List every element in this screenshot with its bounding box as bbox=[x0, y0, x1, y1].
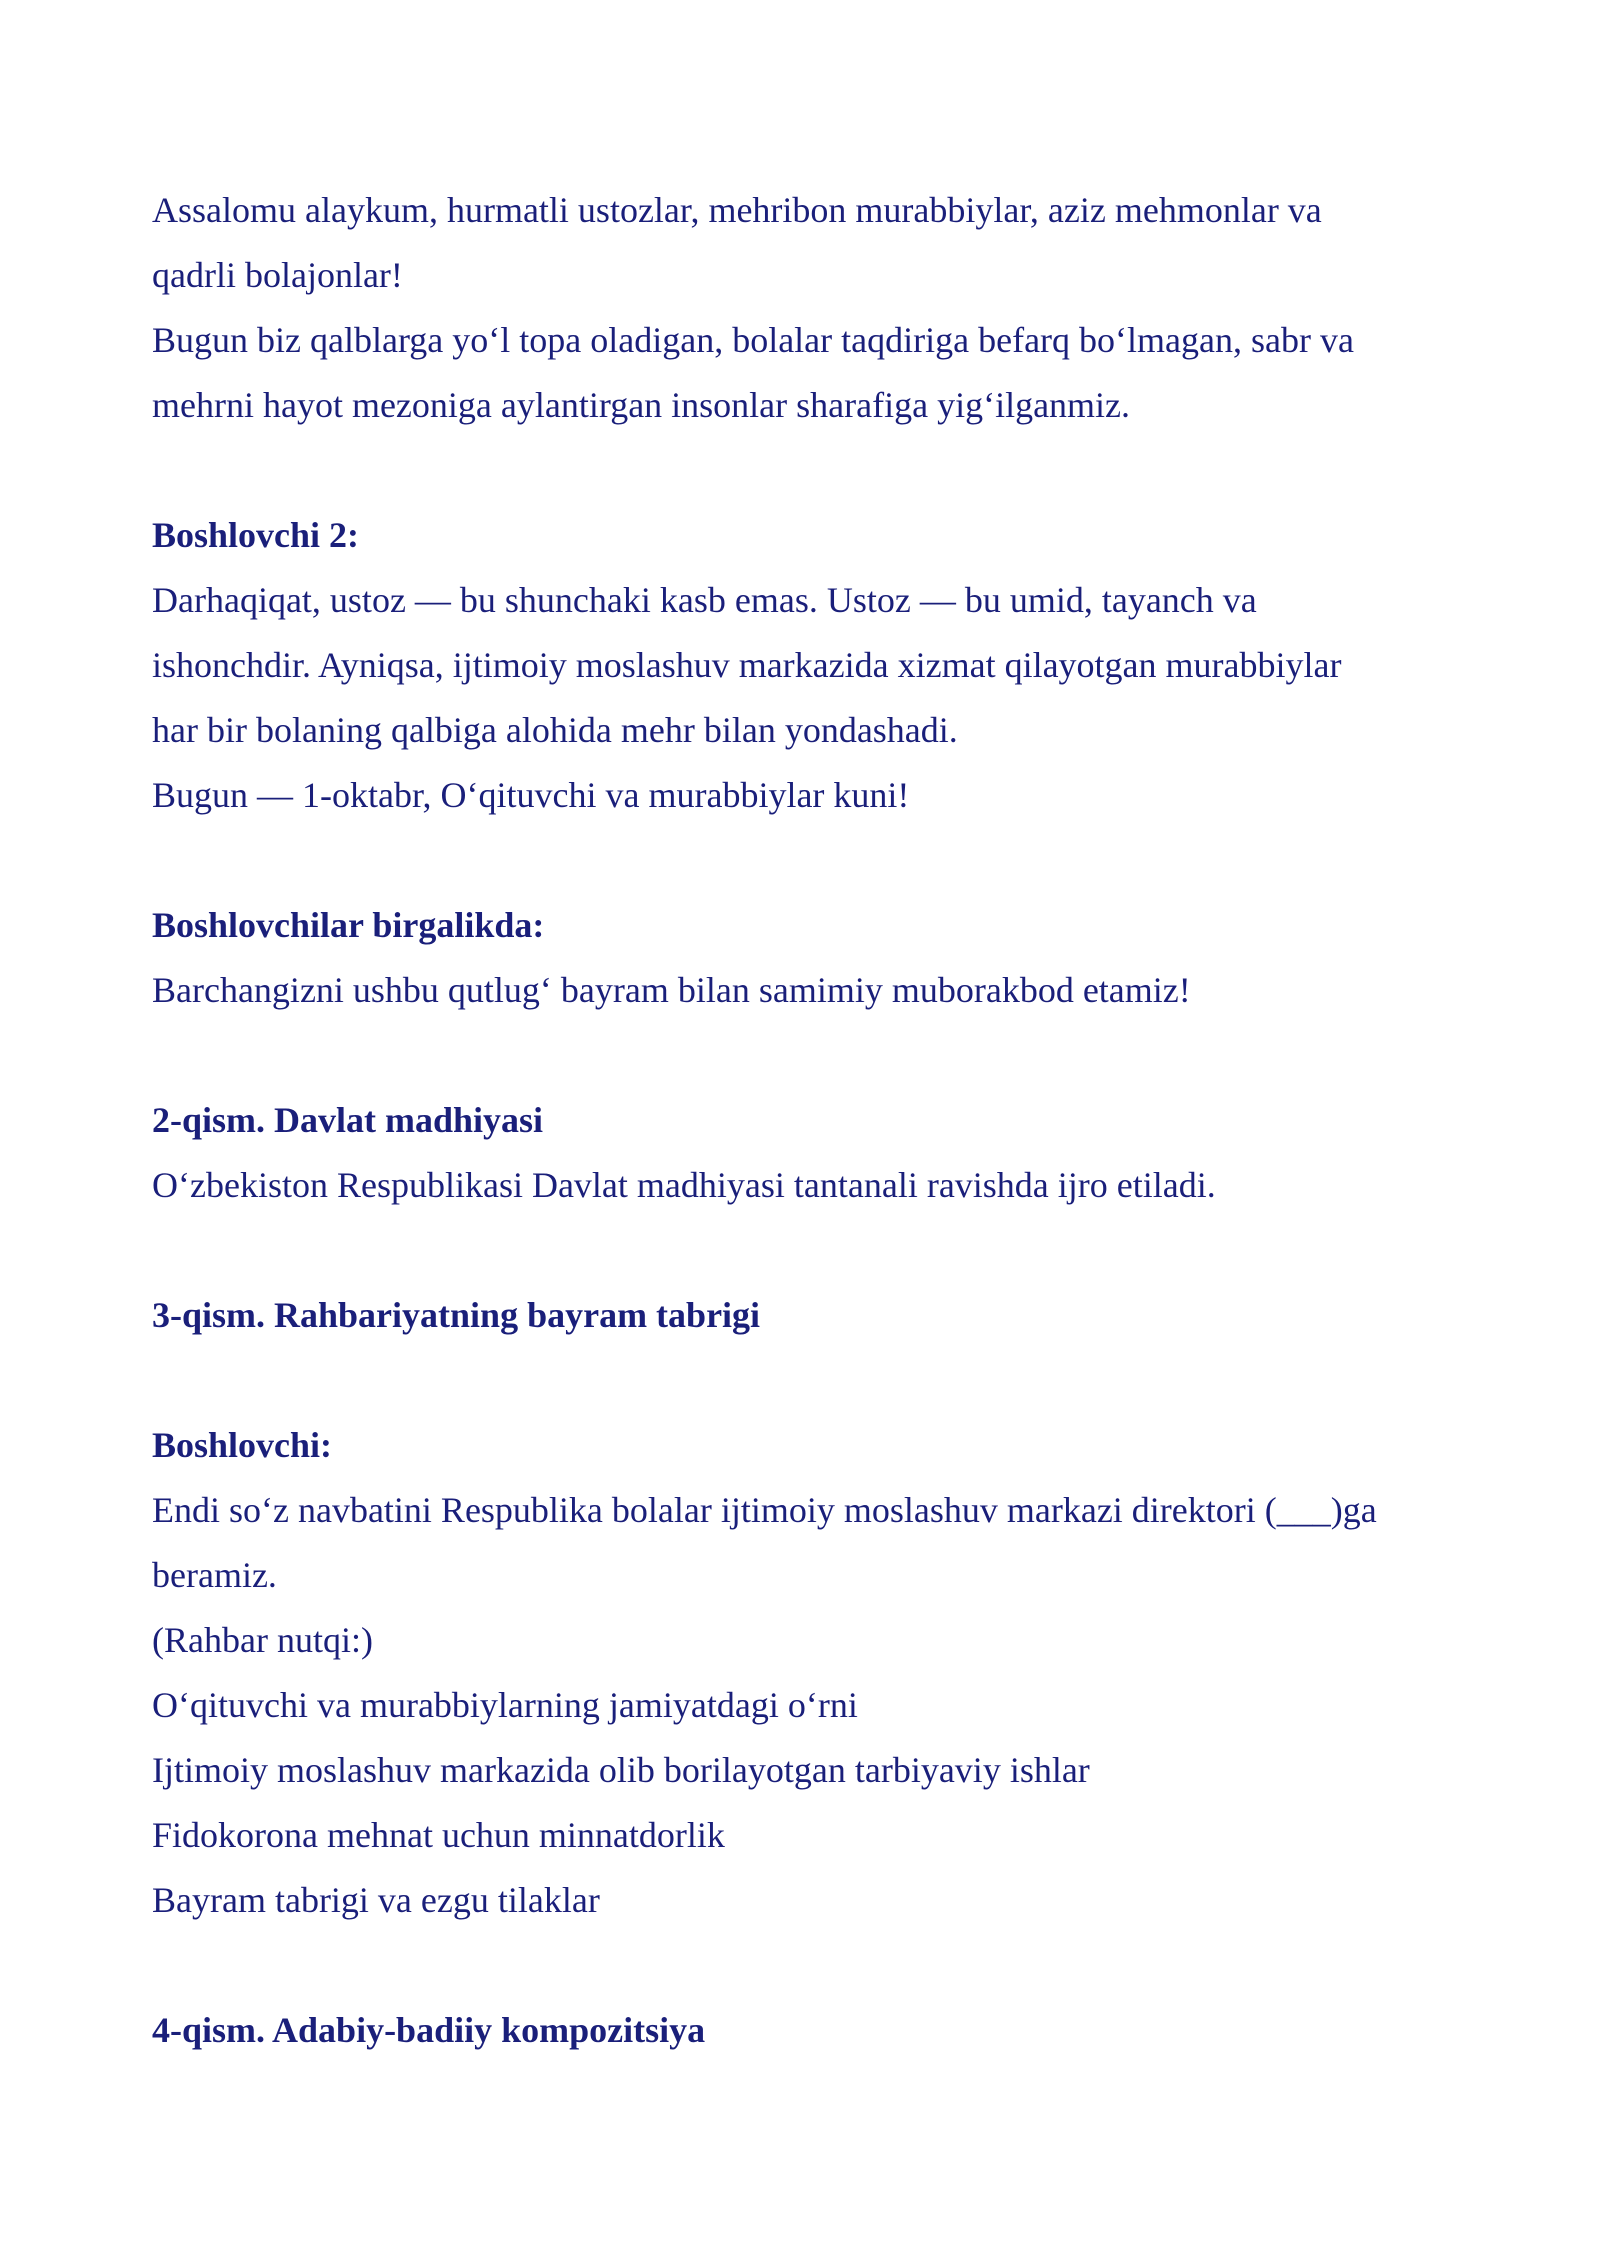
spacer bbox=[152, 1933, 1452, 1998]
spacer bbox=[152, 1348, 1452, 1413]
host-line-3: (Rahbar nutqi:) bbox=[152, 1620, 373, 1660]
intro-line-4: mehrni hayot mezoniga aylantirgan insonlar sharafiga yig‘ilganmiz. bbox=[152, 385, 1131, 425]
host-line-7: Bayram tabrigi va ezgu tilaklar bbox=[152, 1880, 600, 1920]
hosts-together-heading: Boshlovchilar birgalikda: bbox=[152, 905, 545, 945]
spacer bbox=[152, 438, 1452, 503]
host2-line-3: har bir bolaning qalbiga alohida mehr bilan yondashadi. bbox=[152, 710, 958, 750]
host2-line-1: Darhaqiqat, ustoz — bu shunchaki kasb emas. Ustoz — bu umid, tayanch va bbox=[152, 580, 1257, 620]
document-page bbox=[152, 178, 1452, 2063]
hosts-together-line-1: Barchangizni ushbu qutlug‘ bayram bilan samimiy muborakbod etamiz! bbox=[152, 970, 1191, 1010]
spacer bbox=[152, 1218, 1452, 1283]
spacer bbox=[152, 1023, 1452, 1088]
host2-heading: Boshlovchi 2: bbox=[152, 515, 360, 555]
host-line-5: Ijtimoiy moslashuv markazida olib borilayotgan tarbiyaviy ishlar bbox=[152, 1750, 1090, 1790]
intro-line-1: Assalomu alaykum, hurmatli ustozlar, mehribon murabbiylar, aziz mehmonlar va bbox=[152, 190, 1322, 230]
part4-heading: 4-qism. Adabiy-badiiy kompozitsiya bbox=[152, 2010, 706, 2050]
intro-line-2: qadrli bolajonlar! bbox=[152, 255, 403, 295]
host-line-6: Fidokorona mehnat uchun minnatdorlik bbox=[152, 1815, 725, 1855]
spacer bbox=[152, 828, 1452, 893]
part3-heading: 3-qism. Rahbariyatning bayram tabrigi bbox=[152, 1295, 761, 1335]
host-line-1: Endi so‘z navbatini Respublika bolalar ijtimoiy moslashuv markazi direktori (___)ga bbox=[152, 1490, 1377, 1530]
intro-line-3: Bugun biz qalblarga yo‘l topa oladigan, bolalar taqdiriga befarq bo‘lmagan, sabr va bbox=[152, 320, 1354, 360]
host-line-4: O‘qituvchi va murabbiylarning jamiyatdagi o‘rni bbox=[152, 1685, 858, 1725]
host-line-2: beramiz. bbox=[152, 1555, 277, 1595]
part2-heading: 2-qism. Davlat madhiyasi bbox=[152, 1100, 544, 1140]
part2-line-1: O‘zbekiston Respublikasi Davlat madhiyasi tantanali ravishda ijro etiladi. bbox=[152, 1165, 1216, 1205]
host2-line-2: ishonchdir. Ayniqsa, ijtimoiy moslashuv markazida xizmat qilayotgan murabbiylar bbox=[152, 645, 1342, 685]
host-heading: Boshlovchi: bbox=[152, 1425, 333, 1465]
host2-line-4: Bugun — 1-oktabr, O‘qituvchi va murabbiylar kuni! bbox=[152, 775, 910, 815]
